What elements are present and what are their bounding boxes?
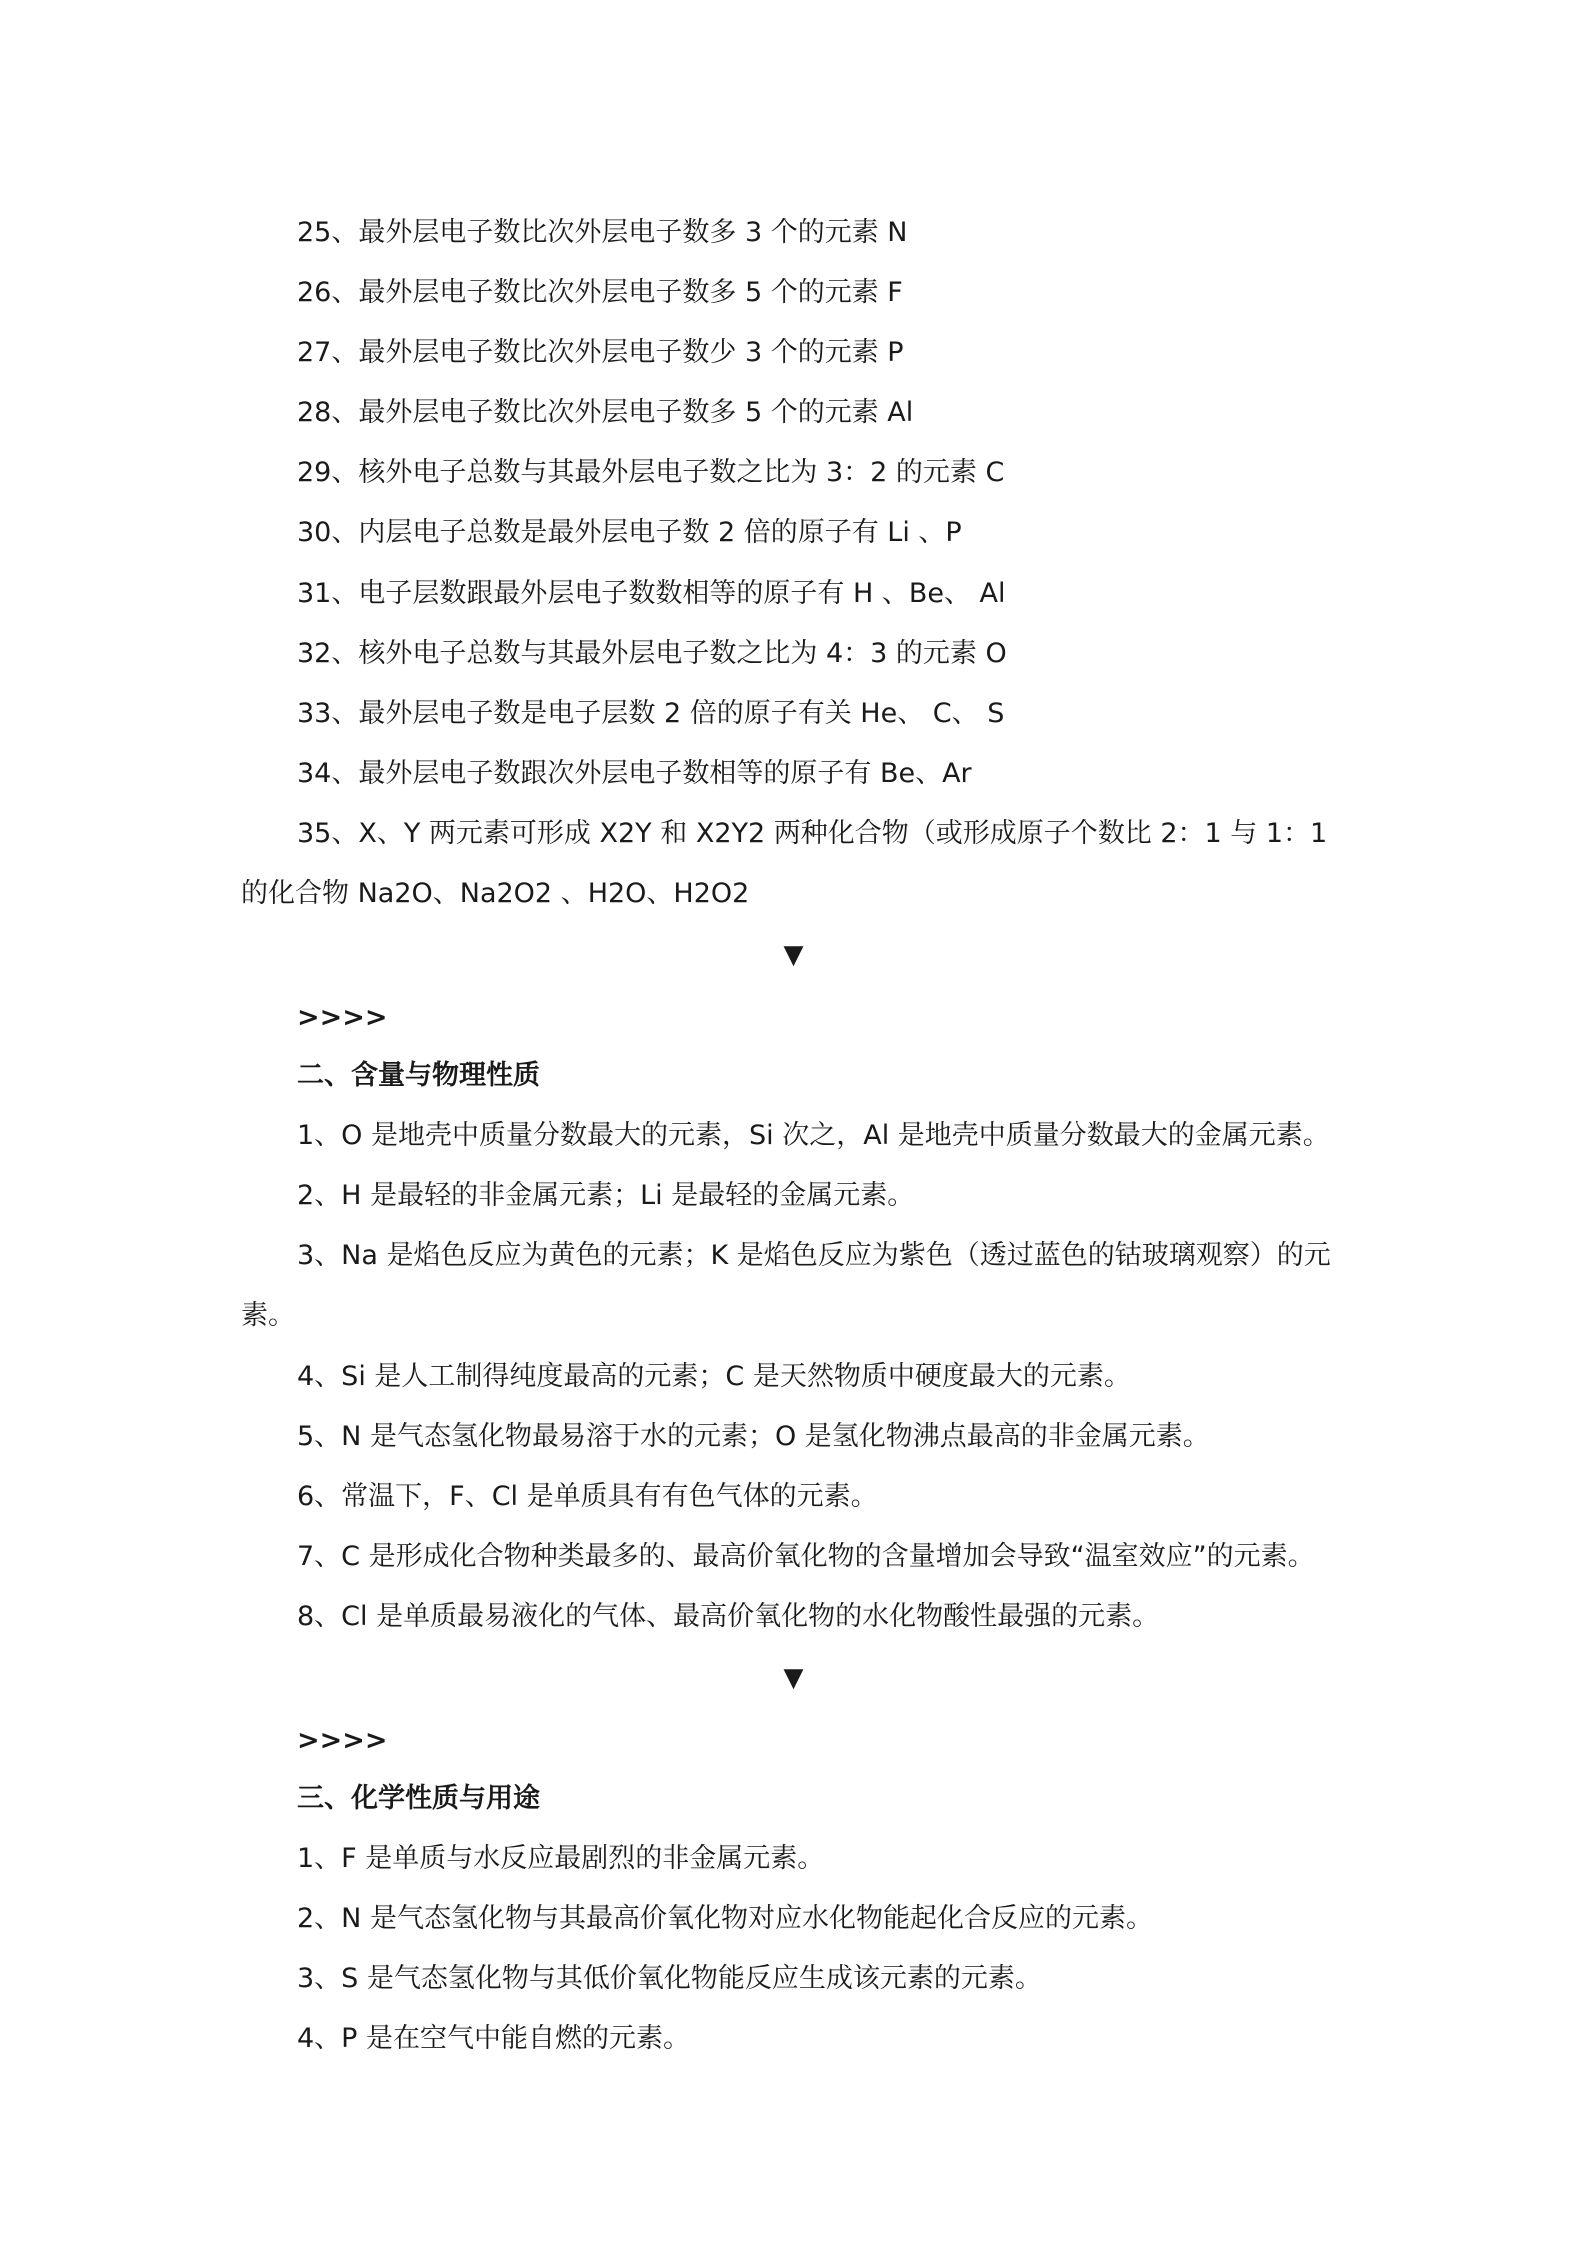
list-item: 29、核外电子总数与其最外层电子数之比为 3：2 的元素 C (297, 457, 1005, 488)
list-item: 26、最外层电子数比次外层电子数多 5 个的元素 F (297, 277, 903, 308)
list-item-continuation: 素。 (241, 1300, 295, 1331)
section-chevrons: >>>> (297, 1002, 388, 1033)
list-item: 28、最外层电子数比次外层电子数多 5 个的元素 Al (297, 397, 914, 428)
list-item: 2、N 是气态氢化物与其最高价氧化物对应水化物能起化合反应的元素。 (297, 1903, 1153, 1934)
triangle-down-icon: ▼ (783, 940, 804, 970)
section-chevrons: >>>> (297, 1725, 388, 1756)
section-heading: 二、含量与物理性质 (297, 1060, 540, 1091)
list-item: 7、C 是形成化合物种类最多的、最高价氧化物的含量增加会导致“温室效应”的元素。 (297, 1541, 1315, 1572)
list-item: 34、最外层电子数跟次外层电子数相等的原子有 Be、Ar (297, 758, 972, 789)
list-item: 33、最外层电子数是电子层数 2 倍的原子有关 He、 C、 S (297, 698, 1005, 729)
list-item: 5、N 是气态氢化物最易溶于水的元素；O 是氢化物沸点最高的非金属元素。 (297, 1421, 1210, 1452)
triangle-down-icon: ▼ (783, 1663, 804, 1693)
list-item: 32、核外电子总数与其最外层电子数之比为 4：3 的元素 O (297, 638, 1007, 669)
list-item: 4、P 是在空气中能自燃的元素。 (297, 2023, 691, 2054)
list-item: 25、最外层电子数比次外层电子数多 3 个的元素 N (297, 217, 908, 248)
list-item: 8、Cl 是单质最易液化的气体、最高价氧化物的水化物酸性最强的元素。 (297, 1601, 1160, 1632)
list-item: 2、H 是最轻的非金属元素；Li 是最轻的金属元素。 (297, 1180, 915, 1211)
list-item: 30、内层电子总数是最外层电子数 2 倍的原子有 Li 、P (297, 517, 962, 548)
list-item: 6、常温下，F、Cl 是单质具有有色气体的元素。 (297, 1481, 878, 1512)
list-item: 3、Na 是焰色反应为黄色的元素；K 是焰色反应为紫色（透过蓝色的钴玻璃观察）的元 (297, 1240, 1331, 1271)
list-item: 27、最外层电子数比次外层电子数少 3 个的元素 P (297, 337, 904, 368)
list-item: 35、X、Y 两元素可形成 X2Y 和 X2Y2 两种化合物（或形成原子个数比 2：1 与 1：1 (297, 818, 1328, 849)
list-item-continuation: 的化合物 Na2O、Na2O2 、H2O、H2O2 (241, 878, 750, 909)
list-item: 4、Si 是人工制得纯度最高的元素；C 是天然物质中硬度最大的元素。 (297, 1361, 1131, 1392)
list-item: 31、电子层数跟最外层电子数数相等的原子有 H 、Be、 Al (297, 578, 1006, 609)
list-item: 3、S 是气态氢化物与其低价氧化物能反应生成该元素的元素。 (297, 1963, 1042, 1994)
list-item: 1、O 是地壳中质量分数最大的元素，Si 次之，Al 是地壳中质量分数最大的金属元素。 (297, 1120, 1330, 1151)
list-item: 1、F 是单质与水反应最剧烈的非金属元素。 (297, 1843, 825, 1874)
section-heading: 三、化学性质与用途 (297, 1783, 540, 1814)
